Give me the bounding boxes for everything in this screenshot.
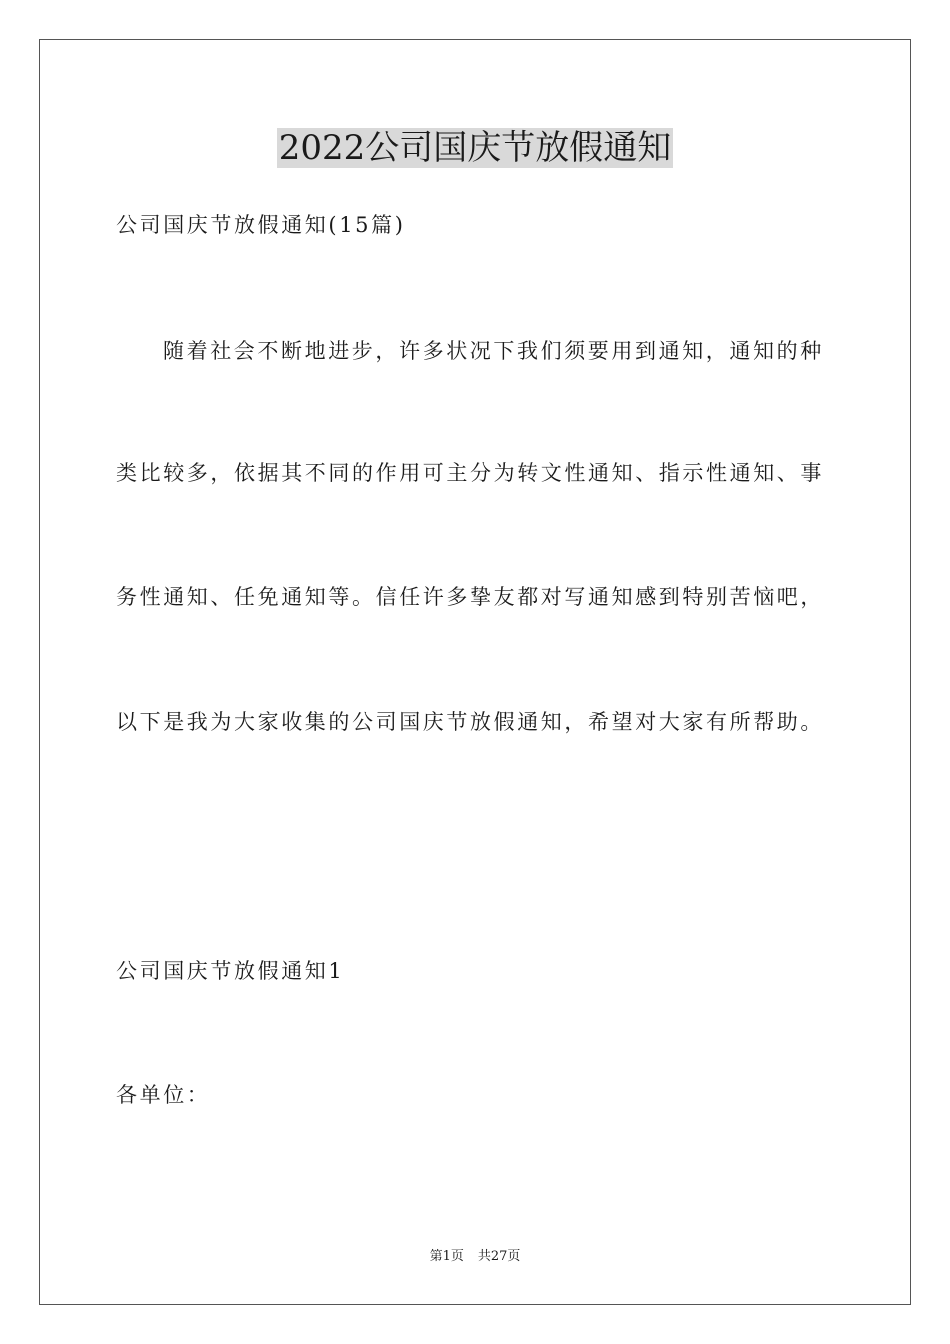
document-title-text: 2022公司国庆节放假通知 — [278, 128, 672, 168]
salutation: 各单位： — [116, 1083, 211, 1107]
intro-line-1: 随着社会不断地进步，许多状况下我们须要用到通知，通知的种 — [163, 339, 824, 363]
document-subtitle: 公司国庆节放假通知(15篇) — [116, 213, 406, 237]
document-title — [0, 128, 950, 168]
page-number: 第1页 — [429, 1249, 464, 1264]
page-footer — [0, 1248, 950, 1266]
page-total: 共27页 — [477, 1249, 521, 1264]
intro-line-4: 以下是我为大家收集的公司国庆节放假通知，希望对大家有所帮助。 — [116, 710, 824, 734]
intro-line-3: 务性通知、任免通知等。信任许多挚友都对写通知感到特别苦恼吧， — [116, 585, 824, 609]
section-heading: 公司国庆节放假通知1 — [116, 959, 345, 983]
intro-line-2: 类比较多，依据其不同的作用可主分为转文性通知、指示性通知、事 — [116, 461, 824, 485]
